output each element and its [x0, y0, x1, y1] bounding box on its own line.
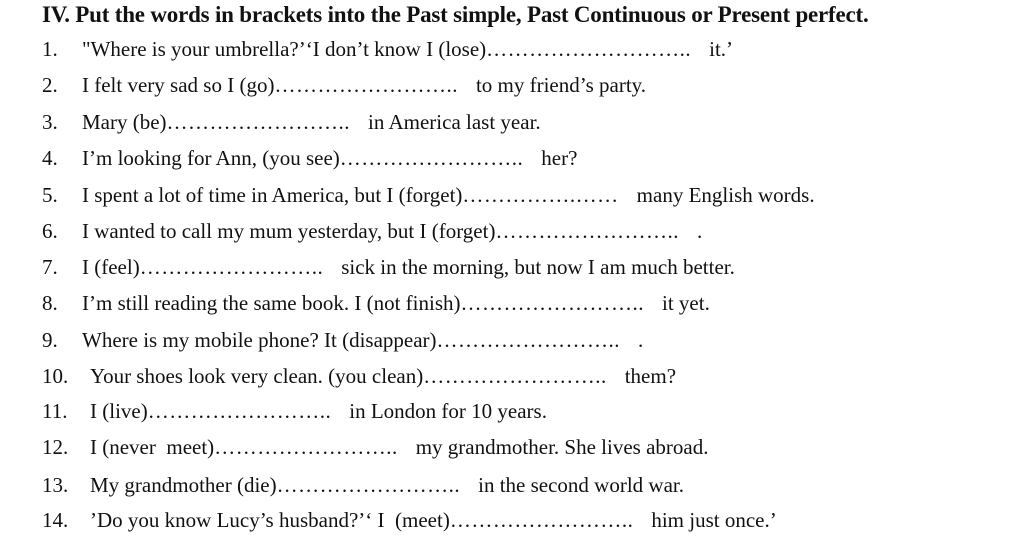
exercise-item-3	[42, 107, 541, 137]
exercise-title: IV. Put the words in brackets into the Past simple, Past Continuous or Present perfect.	[42, 2, 869, 27]
answer-blank[interactable]: ……………………..	[214, 435, 398, 459]
item-text-after: in London for 10 years.	[349, 399, 547, 423]
item-text-after: .	[696, 219, 703, 243]
answer-blank[interactable]: ……………………..	[460, 291, 645, 315]
item-number: 10.	[42, 364, 69, 388]
item-text-after: in America last year.	[368, 110, 541, 134]
item-text-before: ’Do you know Lucy’s husband?’‘ I (meet)	[90, 508, 450, 532]
item-number: 4.	[42, 146, 58, 170]
item-text-after: it.’	[709, 37, 734, 61]
item-text-after: him just once.’	[651, 508, 777, 532]
answer-blank[interactable]: ……………………..	[139, 255, 324, 279]
answer-blank[interactable]: ……………………..	[423, 364, 607, 388]
item-text-before: Where is my mobile phone? It (disappear)	[82, 328, 437, 352]
item-text-before: Mary (be)	[82, 110, 167, 134]
item-text-before: I’m looking for Ann, (you see)	[82, 146, 340, 170]
answer-blank[interactable]: …………….……	[462, 183, 619, 207]
item-text-before: I spent a lot of time in America, but I (forget)	[82, 183, 463, 207]
item-text-before: Your shoes look very clean. (you clean)	[90, 364, 424, 388]
item-number: 14.	[42, 508, 69, 532]
answer-blank[interactable]: ……………………..	[274, 73, 458, 97]
item-text-after: sick in the morning, but now I am much better.	[341, 255, 735, 279]
item-text-after: to my friend’s party.	[475, 73, 647, 97]
item-number: 6.	[42, 219, 58, 243]
item-number: 13.	[42, 473, 69, 497]
item-text-after: them?	[624, 364, 677, 388]
item-number: 5.	[42, 183, 58, 207]
item-text-before: I’m still reading the same book. I (not finish)	[82, 291, 461, 315]
item-text-before: I felt very sad so I (go)	[82, 73, 275, 97]
answer-blank[interactable]: ……………………..	[147, 399, 332, 423]
item-number: 9.	[42, 328, 58, 352]
exercise-item-2	[42, 70, 646, 100]
item-text-before: I wanted to call my mum yesterday, but I (forget)	[82, 219, 496, 243]
exercise-item-8	[42, 288, 710, 318]
exercise-item-12	[42, 432, 708, 462]
exercise-item-1	[42, 34, 733, 64]
item-text-before: "Where is your umbrella?’‘I don’t know I (lose)	[82, 37, 487, 61]
exercise-item-10	[42, 361, 676, 391]
item-text-after: in the second world war.	[478, 473, 684, 497]
item-text-after: it yet.	[662, 291, 710, 315]
item-number: 2.	[42, 73, 58, 97]
item-number: 7.	[42, 255, 58, 279]
exercise-item-9	[42, 325, 643, 355]
item-number: 8.	[42, 291, 58, 315]
exercise-item-7	[42, 252, 735, 282]
item-text-before: My grandmother (die)	[90, 473, 277, 497]
exercise-item-6	[42, 216, 702, 246]
item-text-after: many English words.	[636, 183, 815, 207]
item-number: 1.	[42, 37, 58, 61]
item-text-after: her?	[541, 146, 578, 170]
item-text-before: I (never meet)	[90, 435, 215, 459]
answer-blank[interactable]: ……………………..	[436, 328, 621, 352]
item-number: 3.	[42, 110, 58, 134]
answer-blank[interactable]: ……………………..	[495, 219, 679, 243]
item-number: 12.	[42, 435, 69, 459]
exercise-item-4	[42, 143, 577, 173]
exercise-item-14	[42, 505, 777, 535]
exercise-item-5	[42, 180, 815, 210]
answer-blank[interactable]: ……………………..	[449, 508, 634, 532]
item-text-after: .	[638, 328, 644, 352]
answer-blank[interactable]: ………………………..	[486, 37, 692, 61]
answer-blank[interactable]: ……………………..	[339, 146, 524, 170]
item-text-before: I (live)	[90, 399, 148, 423]
answer-blank[interactable]: ……………………..	[276, 473, 461, 497]
item-number: 11.	[42, 399, 68, 423]
exercise-item-13	[42, 470, 684, 500]
item-text-before: I (feel)	[82, 255, 140, 279]
answer-blank[interactable]: ……………………..	[166, 110, 351, 134]
exercise-item-11	[42, 396, 547, 426]
item-text-after: my grandmother. She lives abroad.	[415, 435, 709, 459]
